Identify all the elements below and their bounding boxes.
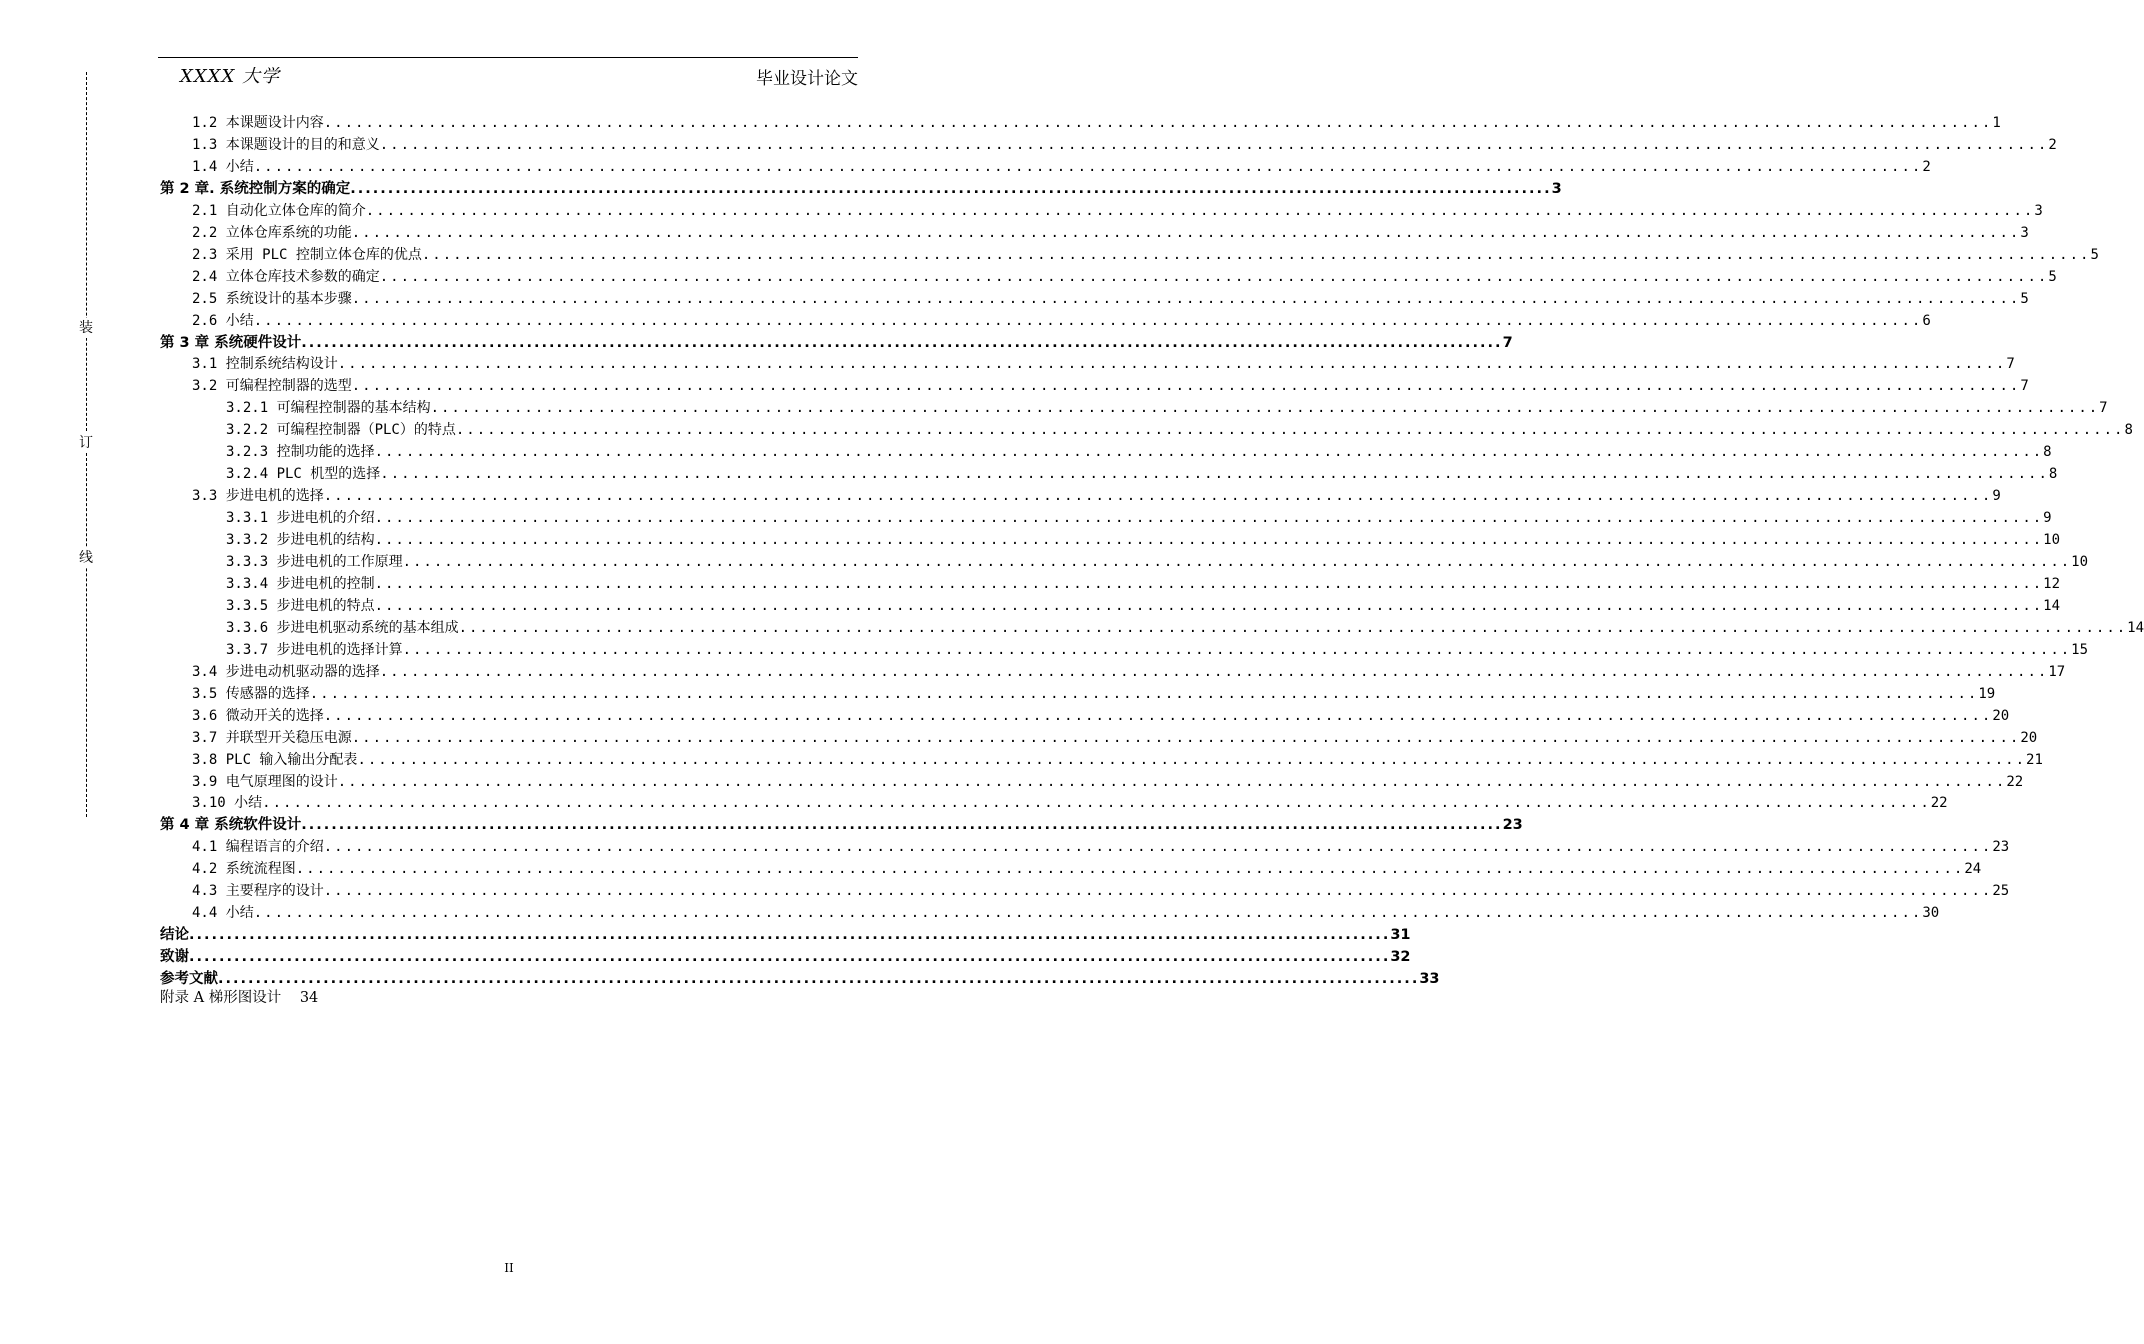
university-name: XXXX 大学 — [180, 66, 280, 87]
toc-entry-page: 7 — [2006, 356, 2015, 373]
toc-entry-page: 22 — [2006, 773, 2024, 790]
toc-entry-label: 3.10 小结 — [192, 795, 263, 812]
toc-entry-page: 7 — [2020, 378, 2029, 395]
toc-leader-dots: ................................................................................................................................................................ — [357, 751, 2027, 768]
toc-entry[interactable] — [160, 179, 1562, 199]
toc-leader-dots: ................................................................................................................................................................ — [337, 773, 2007, 790]
toc-leader-dots: ................................................................................................................................................................ — [379, 268, 2049, 285]
document-type-label: 毕业设计论文 — [756, 69, 858, 89]
toc-entry-label: 4.1 编程语言的介绍 — [192, 839, 324, 856]
header-rule — [158, 57, 858, 58]
toc-entry[interactable] — [192, 881, 2010, 901]
toc-entry[interactable] — [192, 903, 1940, 923]
toc-entry-page: 22 — [1930, 795, 1948, 812]
toc-entry-page: 25 — [1992, 883, 2010, 900]
toc-entry-label: 参考文献 — [160, 971, 218, 988]
toc-leader-dots: ................................................................................................................................................................ — [379, 136, 2049, 153]
toc-entry[interactable] — [226, 398, 2108, 418]
toc-leader-dots: ................................................................................................................................................................ — [402, 554, 2072, 570]
toc-entry-label: 结论 — [160, 927, 189, 944]
toc-entry[interactable] — [226, 552, 2089, 572]
toc-entry-page: 20 — [1992, 707, 2010, 724]
toc-leader-dots: ................................................................................................................................................................ — [374, 575, 2044, 592]
toc-entry-page: 15 — [2071, 641, 2089, 658]
toc-entry-label: 3.2.4 PLC 机型的选择 — [226, 466, 381, 483]
toc-entry-page: 10 — [2071, 554, 2089, 570]
page-number: II — [504, 1261, 514, 1275]
toc-entry-page: 14 — [2043, 597, 2061, 614]
toc-entry-page: 31 — [1390, 927, 1411, 944]
toc-entry-label: 3.3.2 步进电机的结构 — [226, 532, 375, 549]
toc-entry-page: 14 — [2127, 619, 2144, 636]
toc-entry-label: 3.3.7 步进电机的选择计算 — [226, 641, 403, 658]
toc-entry-label: 3.3.1 步进电机的介绍 — [226, 510, 375, 527]
toc-leader-dots: ................................................................................................................................................................ — [337, 356, 2007, 373]
toc-entry-page: 32 — [1390, 949, 1411, 966]
toc-entry-label: 1.4 小结 — [192, 158, 254, 175]
toc-leader-dots: ................................................................................................................................................................ — [262, 795, 1931, 812]
toc-leader-dots: ................................................................................................................................................................ — [323, 839, 1993, 856]
toc-entry[interactable] — [192, 267, 2057, 287]
toc-entry-page: 3 — [2034, 202, 2043, 219]
toc-entry-label: 1.3 本课题设计的目的和意义 — [192, 136, 380, 153]
toc-entry[interactable] — [192, 113, 2001, 133]
toc-entry-page: 8 — [2048, 466, 2058, 483]
toc-entry-label: 第 3 章 系统硬件设计 — [160, 334, 302, 351]
toc-entry-page: 17 — [2048, 663, 2066, 680]
toc-entry[interactable] — [192, 684, 1996, 704]
toc-leader-dots: ................................................................................................................................................................ — [374, 597, 2044, 614]
toc-entry-page: 6 — [1922, 312, 1931, 329]
toc-entry-label: 3.3 步进电机的选择 — [192, 488, 324, 505]
appendix-label: 附录 A 梯形图设计 — [160, 990, 282, 1006]
toc-entry-label: 致谢 — [160, 949, 189, 966]
toc-entry-page: 10 — [2043, 532, 2061, 549]
binding-char-zhuang: 装 — [79, 320, 93, 336]
appendix-page: 34 — [299, 990, 319, 1006]
toc-entry-page: 3 — [2020, 224, 2029, 241]
toc-entry-label: 3.8 PLC 输入输出分配表 — [192, 751, 358, 768]
toc-entry-label: 3.3.5 步进电机的特点 — [226, 597, 375, 614]
toc-entry-label: 3.1 控制系统结构设计 — [192, 356, 338, 373]
toc-leader-dots: ................................................................................................................................................................ — [309, 685, 1979, 702]
toc-entry[interactable] — [160, 815, 1523, 835]
toc-entry[interactable] — [192, 223, 2029, 243]
toc-entry-label: 3.4 步进电动机驱动器的选择 — [192, 663, 380, 680]
toc-entry-label: 2.6 小结 — [192, 312, 254, 329]
toc-entry[interactable] — [192, 157, 1931, 177]
toc-leader-dots: ................................................................................................................................................................ — [295, 861, 1965, 878]
toc-entry[interactable] — [192, 289, 2029, 309]
toc-entry[interactable] — [226, 596, 2061, 616]
toc-entry-page: 5 — [2048, 268, 2057, 285]
toc-entry-page: 3 — [1551, 180, 1562, 197]
toc-entry-page: 19 — [1978, 685, 1996, 702]
toc-entry-label: 2.4 立体仓库技术参数的确定 — [192, 268, 380, 285]
toc-entry-label: 3.2.3 控制功能的选择 — [226, 444, 375, 461]
toc-leader-dots: ................................................................................................................................................................ — [218, 971, 1420, 988]
toc-leader-dots: ................................................................................................................................................................ — [253, 312, 1923, 329]
toc-entry[interactable] — [192, 662, 2066, 682]
toc-entry-page: 20 — [2020, 729, 2038, 746]
toc-entry-page: 24 — [1964, 861, 1982, 878]
toc-leader-dots: ................................................................................................................................................................ — [374, 444, 2044, 461]
toc-entry-label: 3.3.4 步进电机的控制 — [226, 575, 375, 592]
toc-leader-dots: ................................................................................................................................................................ — [402, 641, 2072, 658]
toc-entry-page: 23 — [1502, 817, 1523, 834]
toc-entry-label: 3.3.3 步进电机的工作原理 — [226, 554, 403, 570]
toc-leader-dots: ................................................................................................................................................................ — [351, 290, 2021, 307]
toc-leader-dots: ................................................................................................................................................................ — [350, 180, 1552, 197]
toc-entry-page: 7 — [2099, 400, 2108, 417]
toc-entry-label: 3.2.2 可编程控制器（PLC）的特点 — [226, 422, 456, 439]
toc-entry-page: 8 — [2043, 444, 2052, 461]
toc-leader-dots: ................................................................................................................................................................ — [323, 707, 1993, 724]
toc-entry-label: 3.9 电气原理图的设计 — [192, 773, 338, 790]
toc-entry[interactable] — [192, 245, 2099, 265]
toc-leader-dots: ................................................................................................................................................................ — [323, 115, 1993, 131]
toc-leader-dots: ................................................................................................................................................................ — [380, 466, 2049, 483]
binding-char-ding: 订 — [79, 435, 93, 451]
toc-entry[interactable] — [226, 508, 2052, 528]
toc-entry[interactable] — [192, 376, 2029, 396]
toc-entry[interactable] — [160, 947, 1411, 967]
toc-leader-dots: ................................................................................................................................................................ — [323, 488, 1993, 505]
toc-leader-dots: ................................................................................................................................................................ — [421, 246, 2091, 263]
toc-entry-label: 3.2 可编程控制器的选型 — [192, 378, 352, 395]
toc-entry-page: 23 — [1992, 839, 2010, 856]
toc-leader-dots: ................................................................................................................................................................ — [458, 619, 2128, 636]
toc-leader-dots: ................................................................................................................................................................ — [351, 224, 2021, 241]
toc-entry-label: 第 2 章. 系统控制方案的确定 — [160, 180, 351, 197]
toc-entry-label: 3.2.1 可编程控制器的基本结构 — [226, 400, 431, 417]
toc-entry-label: 1.2 本课题设计内容 — [192, 115, 324, 131]
toc-entry-label: 第 4 章 系统软件设计 — [160, 817, 302, 834]
toc-entry[interactable] — [226, 464, 2058, 484]
appendix-entry[interactable] — [160, 986, 332, 1007]
toc-leader-dots: ................................................................................................................................................................ — [301, 334, 1503, 351]
toc-entry[interactable] — [160, 333, 1513, 353]
toc-entry[interactable] — [226, 530, 2061, 550]
toc-leader-dots: ................................................................................................................................................................ — [455, 422, 2125, 439]
toc-entry-label: 2.5 系统设计的基本步骤 — [192, 290, 352, 307]
toc-entry-label: 3.6 微动开关的选择 — [192, 707, 324, 724]
toc-entry[interactable] — [226, 420, 2133, 440]
toc-entry[interactable] — [192, 201, 2043, 221]
toc-leader-dots: ................................................................................................................................................................ — [189, 927, 1391, 944]
toc-leader-dots: ................................................................................................................................................................ — [365, 202, 2035, 219]
toc-entry-label: 3.3.6 步进电机驱动系统的基本组成 — [226, 619, 459, 636]
toc-leader-dots: ................................................................................................................................................................ — [351, 378, 2021, 395]
toc-entry-page: 9 — [2043, 510, 2052, 527]
toc-leader-dots: ................................................................................................................................................................ — [301, 817, 1503, 834]
toc-entry-label: 2.2 立体仓库系统的功能 — [192, 224, 352, 241]
toc-entry-page: 21 — [2026, 751, 2043, 768]
toc-leader-dots: ................................................................................................................................................................ — [374, 510, 2044, 527]
toc-leader-dots: ................................................................................................................................................................ — [374, 532, 2044, 549]
toc-entry-label: 2.1 自动化立体仓库的简介 — [192, 202, 366, 219]
toc-leader-dots: ................................................................................................................................................................ — [253, 905, 1923, 922]
binding-char-xian: 线 — [79, 550, 93, 566]
toc-entry[interactable] — [226, 640, 2089, 660]
toc-entry[interactable] — [226, 618, 2144, 638]
toc-entry[interactable] — [192, 486, 2001, 506]
toc-leader-dots: ................................................................................................................................................................ — [253, 158, 1923, 175]
toc-entry[interactable] — [226, 574, 2061, 594]
toc-entry[interactable] — [192, 728, 2038, 748]
toc-entry[interactable] — [192, 793, 1948, 813]
toc-entry-page: 33 — [1419, 971, 1440, 988]
toc-leader-dots: ................................................................................................................................................................ — [430, 400, 2100, 417]
toc-leader-dots: ................................................................................................................................................................ — [351, 729, 2021, 746]
toc-entry-page: 5 — [2020, 290, 2029, 307]
toc-entry-page: 8 — [2124, 422, 2133, 439]
toc-entry[interactable] — [192, 354, 2015, 374]
toc-leader-dots: ................................................................................................................................................................ — [323, 883, 1993, 900]
toc-entry-page: 2 — [2048, 136, 2057, 153]
toc-entry-page: 30 — [1922, 905, 1940, 922]
toc-entry-label: 3.5 传感器的选择 — [192, 685, 310, 702]
toc-entry-page: 9 — [1992, 488, 2001, 505]
toc-entry-page: 5 — [2090, 246, 2099, 263]
toc-entry-page: 2 — [1922, 158, 1931, 175]
toc-leader-dots: ................................................................................................................................................................ — [189, 949, 1391, 966]
toc-entry-label: 3.7 并联型开关稳压电源 — [192, 729, 352, 746]
toc-entry[interactable] — [192, 706, 2010, 726]
toc-entry-page: 12 — [2043, 575, 2061, 592]
toc-entry-label: 2.3 采用 PLC 控制立体仓库的优点 — [192, 246, 422, 263]
toc-leader-dots: ................................................................................................................................................................ — [379, 663, 2049, 680]
toc-entry[interactable] — [160, 925, 1411, 945]
toc-entry-page: 7 — [1502, 334, 1513, 351]
toc-entry-label: 4.2 系统流程图 — [192, 861, 296, 878]
toc-entry[interactable] — [192, 135, 2057, 155]
toc-entry[interactable] — [226, 442, 2052, 462]
toc-entry[interactable] — [192, 859, 1982, 879]
toc-entry-label: 4.4 小结 — [192, 905, 254, 922]
toc-entry[interactable] — [192, 750, 2043, 770]
toc-entry[interactable] — [192, 772, 2024, 792]
toc-entry[interactable] — [192, 837, 2010, 857]
toc-entry[interactable] — [192, 311, 1931, 331]
toc-entry-label: 4.3 主要程序的设计 — [192, 883, 324, 900]
toc-entry-page: 1 — [1992, 115, 2001, 131]
